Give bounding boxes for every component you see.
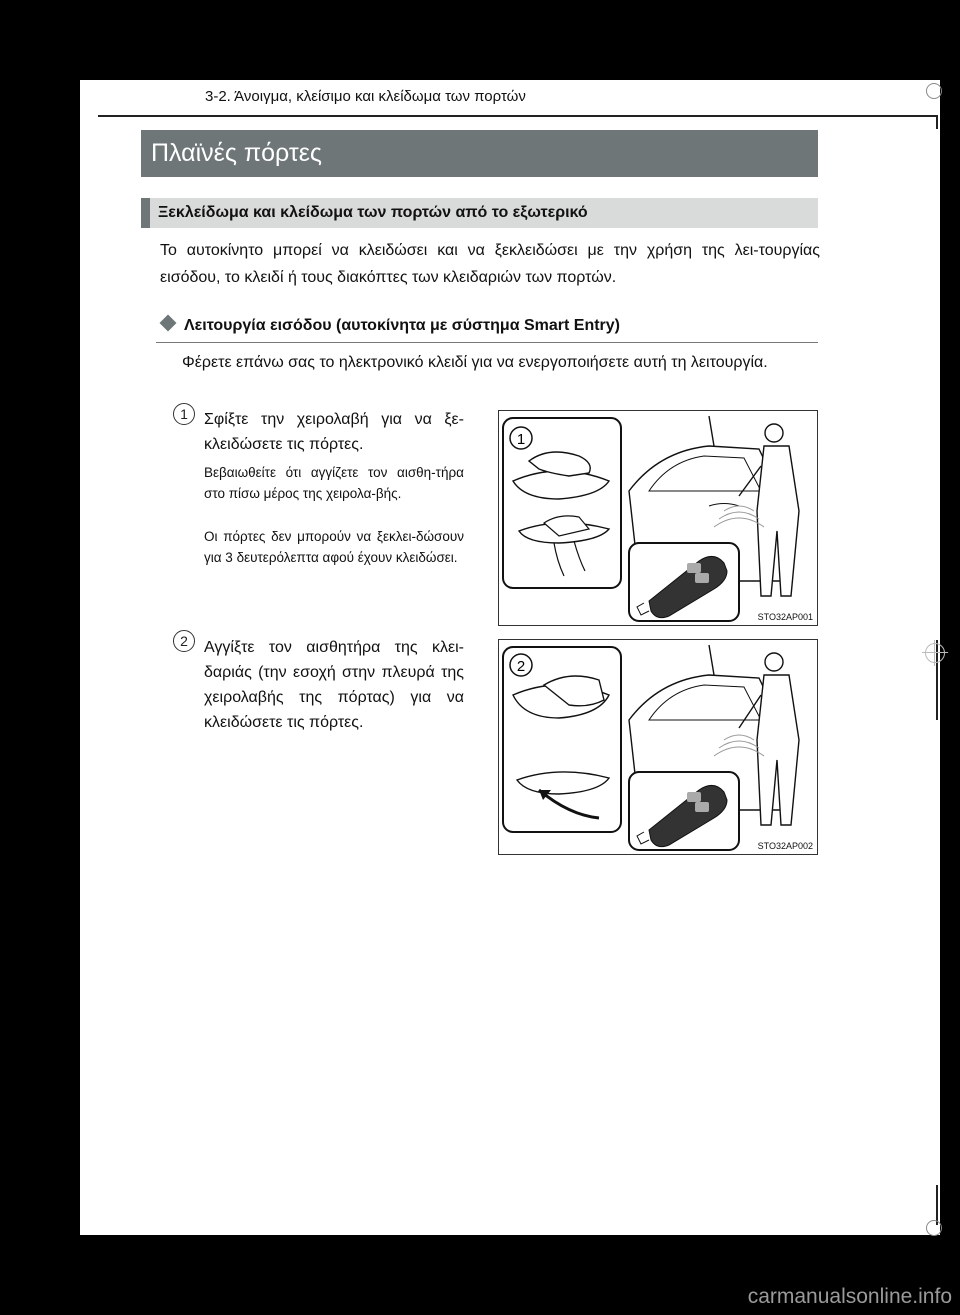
figure-2-label: 2 bbox=[516, 658, 526, 675]
step-1-note-2: Οι πόρτες δεν μπορούν να ξεκλει-δώσουν για 3 δευτερόλεπτα αφού έχουν κλειδώσει. bbox=[204, 529, 464, 565]
header-rule bbox=[98, 115, 938, 117]
figure-2-code: STO32AP002 bbox=[757, 841, 813, 851]
subsection-title: Ξεκλείδωμα και κλείδωμα των πορτών από το εξωτερικό bbox=[141, 198, 818, 228]
diamond-bullet-icon bbox=[160, 315, 177, 332]
crop-mark-top bbox=[926, 83, 942, 99]
intro-paragraph: Το αυτοκίνητο μπορεί να κλειδώσει και να ξεκλειδώσει με την χρήση της λει-τουργίας εισόδου, το κλειδί ή τους διακόπτες των κλειδαριών των πορτών. bbox=[160, 242, 820, 286]
step-2-illustration bbox=[499, 640, 819, 856]
entry-lead: Φέρετε επάνω σας το ηλεκτρονικό κλειδί για να ενεργοποιήσετε αυτή τη λειτουργία. bbox=[182, 354, 768, 371]
step-1-text: Σφίξτε την χειρολαβή για να ξε-κλειδώσετε τις πόρτες. bbox=[204, 411, 464, 453]
crop-mark-bottom bbox=[926, 1220, 942, 1236]
step-1-illustration bbox=[499, 411, 819, 627]
registration-mark bbox=[925, 643, 945, 663]
step-1-note-1: Βεβαιωθείτε ότι αγγίζετε τον αισθη-τήρα στο πίσω μέρος της χειρολα-βής. bbox=[204, 465, 464, 501]
figure-step-1 bbox=[498, 410, 818, 626]
chapter-header: 3-2. Άνοιγμα, κλείσιμο και κλείδωμα των πορτών bbox=[205, 88, 526, 105]
figure-1-label: 1 bbox=[516, 431, 526, 448]
figure-1-code: STO32AP001 bbox=[757, 612, 813, 622]
entry-heading bbox=[156, 313, 818, 343]
step-2-number: 2 bbox=[173, 630, 195, 652]
figure-step-2 bbox=[498, 639, 818, 855]
manual-page bbox=[80, 80, 940, 1235]
crop-line-top bbox=[936, 115, 938, 129]
entry-heading-text: Λειτουργία εισόδου (αυτοκίνητα με σύστημα Smart Entry) bbox=[184, 317, 621, 334]
watermark: carmanualsonline.info bbox=[747, 1285, 952, 1308]
step-1-number: 1 bbox=[173, 403, 195, 425]
crop-line-bottom bbox=[936, 1185, 938, 1225]
section-title: Πλαϊνές πόρτες bbox=[141, 130, 818, 177]
step-2-text: Αγγίξτε τον αισθητήρα της κλει-δαριάς (την εσοχή στην πλευρά της χειρολαβής της πόρτας) για να κλειδώσετε τις πόρτες. bbox=[204, 639, 464, 731]
